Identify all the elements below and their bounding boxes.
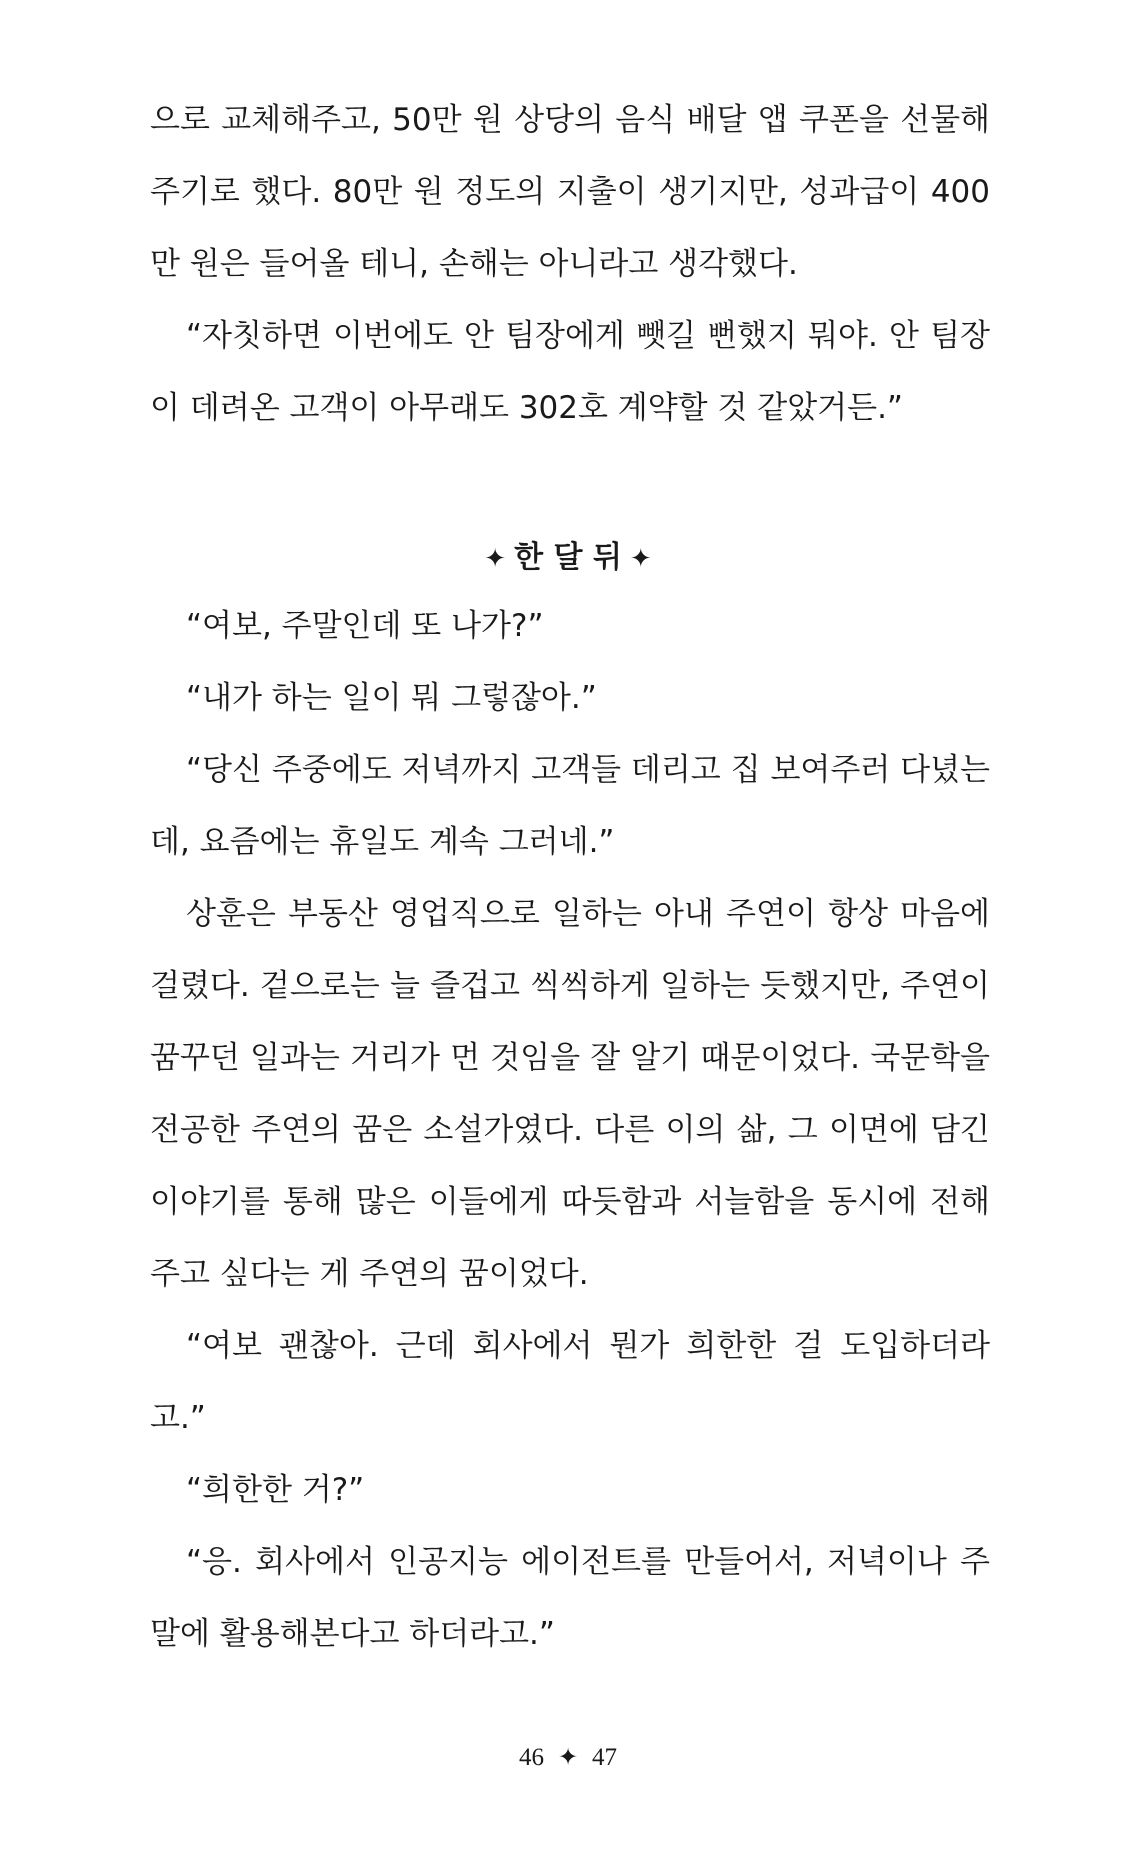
section-heading: [0, 528, 1136, 589]
paragraph: “여보, 주말인데 또 나가?”: [186, 608, 544, 644]
paragraph: “응. 회사에서 인공지능 에이전트를 만들어서, 저녁이나 주말에 활용해본다고 하더라고.”: [150, 1544, 990, 1652]
paragraph-dialogue: “자칫하면 이번에도 안 팀장에게 뺏길 뻔했지 뭐야. 안 팀장이 데려온 고객이 아무래도 302호 계약할 것 같았거든.”: [150, 318, 990, 426]
paragraph: “내가 하는 일이 뭐 그렇잖아.”: [186, 680, 597, 716]
paragraph: “당신 주중에도 저녁까지 고객들 데리고 집 보여주러 다녔는데, 요즘에는 휴일도 계속 그러네.”: [150, 752, 990, 860]
sparkle-right-icon: ✦: [629, 544, 652, 574]
sparkle-separator-icon: ✦: [557, 1745, 579, 1771]
paragraph: “여보 괜찮아. 근데 회사에서 뭔가 희한한 걸 도입하더라고.”: [150, 1328, 990, 1436]
paragraph: “희한한 거?”: [186, 1472, 365, 1508]
left-page-number: 46: [518, 1744, 544, 1771]
main-text-block: [150, 590, 990, 1670]
page-numbers: [0, 1738, 1136, 1778]
right-page-number: 47: [592, 1744, 618, 1771]
section-title-text: 한 달 뒤: [514, 540, 622, 575]
top-text-block: [150, 84, 990, 444]
sparkle-left-icon: ✦: [484, 544, 507, 574]
paragraph-continued: 으로 교체해주고, 50만 원 상당의 음식 배달 앱 쿠폰을 선물해주기로 했다. 80만 원 정도의 지출이 생기지만, 성과급이 400만 원은 들어올 테니, 손해는 아니라고 생각했다.: [150, 102, 990, 282]
paragraph: 상훈은 부동산 영업직으로 일하는 아내 주연이 항상 마음에 걸렸다. 겉으로는 늘 즐겁고 씩씩하게 일하는 듯했지만, 주연이 꿈꾸던 일과는 거리가 먼 것임을 잘 알기 때문이었다. 국문학을 전공한 주연의 꿈은 소설가였다. 다른 이의 삶, 그 이면에 담긴 이야기를 통해 많은 이들에게 따듯함과 서늘함을 동시에 전해주고 싶다는 게 주연의 꿈이었다.: [150, 896, 990, 1292]
